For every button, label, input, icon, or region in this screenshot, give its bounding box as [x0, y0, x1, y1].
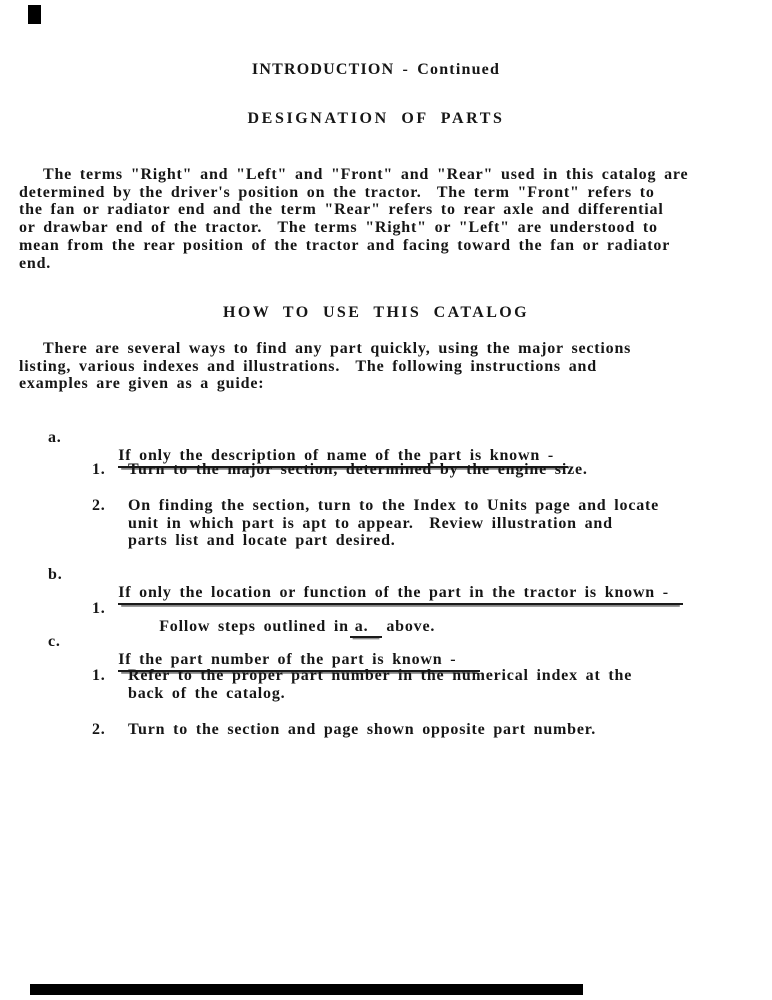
underlined-heading-text: If the part number of the part is known - [118, 651, 480, 672]
step-label-c2: 2. [92, 721, 106, 738]
page-title: INTRODUCTION - Continued [251, 61, 501, 78]
list-item-label-b: b. [48, 566, 63, 583]
step-label-b1: 1. [92, 600, 106, 617]
section-heading-designation-of-parts: DESIGNATION OF PARTS [247, 110, 505, 127]
scan-artifact-top-left [28, 5, 41, 24]
step-label-a1: 1. [92, 461, 106, 478]
underlined-heading-text: If only the description of name of the part is known - [118, 447, 568, 468]
step-text-pre: Follow steps outlined in [159, 617, 349, 635]
paragraph-designation-of-parts: The terms "Right" and "Left" and "Front" and "Rear" used in this catalog are determined by the driver's position on the tractor. The term "Front" refers to the fan or radiator end and the term "Rear" refers to rear axle and differential or drawbar end of the tractor. The terms "Right" or "Left" are understood to mean from the rear position of the tractor and facing toward the fan or radiator end. [19, 166, 689, 272]
step-text-c1: Refer to the proper part number in the numerical index at the back of the catalog. [128, 667, 633, 702]
step-label-c1: 1. [92, 667, 106, 684]
section-heading-how-to-use: HOW TO USE THIS CATALOG [223, 304, 529, 321]
list-item-label-a: a. [48, 429, 62, 446]
step-text-a1: Turn to the major section, determined by the engine size. [128, 461, 588, 478]
underlined-reference-a: a. [350, 618, 383, 638]
step-text-c2: Turn to the section and page shown opposite part number. [128, 721, 597, 738]
step-text-post: above. [386, 617, 436, 635]
scan-artifact-bottom-bar [30, 984, 583, 995]
underlined-heading-text: If only the location or function of the part in the tractor is known - [118, 584, 683, 605]
list-item-label-c: c. [48, 633, 61, 650]
step-label-a2: 2. [92, 497, 106, 514]
paragraph-how-to-use: There are several ways to find any part quickly, using the major sections listing, various indexes and illustrations. The following instructions and examples are given as a guide: [19, 340, 632, 393]
step-text-a2: On finding the section, turn to the Index to Units page and locate unit in which part is apt to appear. Review illustration and parts list and locate part desired. [128, 497, 660, 550]
